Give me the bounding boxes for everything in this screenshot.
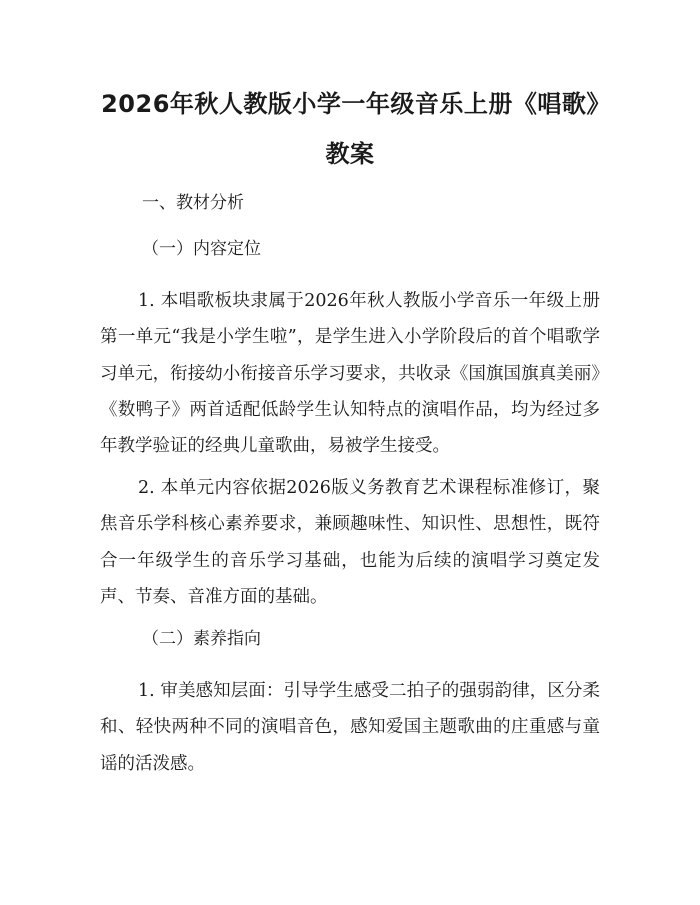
paragraph-content-positioning-2: 2. 本单元内容依据2026版义务教育艺术课程标准修订，聚焦音乐学科核心素养要求，兼顾趣味性、知识性、思想性，既符合一年级学生的音乐学习基础，也能为后续的演唱学习奠定发声、节奏、音准方面的基础。 bbox=[100, 478, 600, 607]
paragraph-literacy-orientation-1: 1. 审美感知层面：引导学生感受二拍子的强弱韵律，区分柔和、轻快两种不同的演唱音色，感知爱国主题歌曲的庄重感与童谣的活泼感。 bbox=[100, 681, 600, 774]
document-title: 2026年秋人教版小学一年级音乐上册《唱歌》教案 bbox=[101, 90, 599, 168]
paragraph-content-positioning-1: 1. 本唱歌板块隶属于2026年秋人教版小学音乐一年级上册第一单元“我是小学生啦”，是学生进入小学阶段后的首个唱歌学习单元，衔接幼小衔接音乐学习要求，共收录《国旗国旗真美丽》《数鸭子》两首适配低龄学生认知特点的演唱作品，均为经过多年教学验证的经典儿童歌曲，易被学生接受。 bbox=[100, 291, 600, 457]
subsection-heading-literacy-orientation: （二）素养指向 bbox=[142, 629, 261, 649]
section-heading-textbook-analysis: 一、教材分析 bbox=[142, 193, 244, 213]
subsection-heading-content-positioning: （一）内容定位 bbox=[142, 239, 261, 259]
